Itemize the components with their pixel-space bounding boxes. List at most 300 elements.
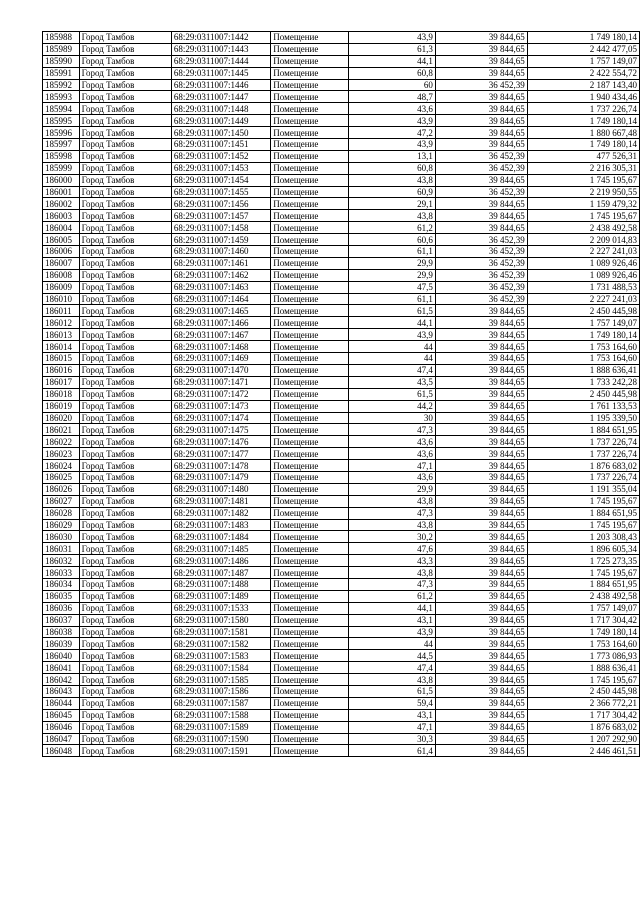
municipality-cell: Город Тамбов	[79, 674, 171, 686]
row-number-cell: 186048	[43, 745, 80, 757]
row-number-cell: 186040	[43, 650, 80, 662]
table-row	[43, 531, 640, 543]
municipality-cell: Город Тамбов	[79, 578, 171, 590]
area-cell: 47,1	[349, 460, 436, 472]
row-number-cell: 186044	[43, 697, 80, 709]
cadastral-number-cell: 68:29:0311007:1444	[171, 55, 270, 67]
object-type-cell: Помещение	[271, 222, 349, 234]
row-number-cell: 186024	[43, 460, 80, 472]
municipality-cell: Город Тамбов	[79, 709, 171, 721]
object-type-cell: Помещение	[271, 281, 349, 293]
cadastral-value-cell: 2 227 241,03	[527, 246, 639, 258]
cadastral-number-cell: 68:29:0311007:1590	[171, 733, 270, 745]
area-cell: 44	[349, 341, 436, 353]
area-cell: 61,4	[349, 745, 436, 757]
area-cell: 43,1	[349, 614, 436, 626]
row-number-cell: 186018	[43, 388, 80, 400]
area-cell: 43,9	[349, 115, 436, 127]
cadastral-value-cell: 1 737 226,74	[527, 471, 639, 483]
specific-value-cell: 39 844,65	[435, 733, 527, 745]
specific-value-cell: 39 844,65	[435, 531, 527, 543]
municipality-cell: Город Тамбов	[79, 531, 171, 543]
cadastral-number-cell: 68:29:0311007:1470	[171, 364, 270, 376]
municipality-cell: Город Тамбов	[79, 246, 171, 258]
row-number-cell: 186041	[43, 662, 80, 674]
row-number-cell: 186028	[43, 507, 80, 519]
municipality-cell: Город Тамбов	[79, 139, 171, 151]
specific-value-cell: 39 844,65	[435, 448, 527, 460]
table-row	[43, 67, 640, 79]
cadastral-value-cell: 2 422 554,72	[527, 67, 639, 79]
cadastral-number-cell: 68:29:0311007:1464	[171, 293, 270, 305]
cadastral-value-cell: 1 737 226,74	[527, 448, 639, 460]
cadastral-value-cell: 2 216 305,31	[527, 162, 639, 174]
specific-value-cell: 39 844,65	[435, 614, 527, 626]
cadastral-value-cell: 1 717 304,42	[527, 614, 639, 626]
table-row	[43, 186, 640, 198]
table-row	[43, 174, 640, 186]
cadastral-value-table	[42, 31, 640, 757]
cadastral-number-cell: 68:29:0311007:1442	[171, 32, 270, 44]
municipality-cell: Город Тамбов	[79, 400, 171, 412]
table-row	[43, 697, 640, 709]
area-cell: 30,3	[349, 733, 436, 745]
specific-value-cell: 39 844,65	[435, 709, 527, 721]
cadastral-value-cell: 2 366 772,21	[527, 697, 639, 709]
table-row	[43, 388, 640, 400]
row-number-cell: 186042	[43, 674, 80, 686]
cadastral-number-cell: 68:29:0311007:1451	[171, 139, 270, 151]
area-cell: 43,6	[349, 103, 436, 115]
cadastral-number-cell: 68:29:0311007:1482	[171, 507, 270, 519]
cadastral-number-cell: 68:29:0311007:1467	[171, 329, 270, 341]
cadastral-number-cell: 68:29:0311007:1445	[171, 67, 270, 79]
table-row	[43, 602, 640, 614]
specific-value-cell: 39 844,65	[435, 364, 527, 376]
row-number-cell: 186006	[43, 246, 80, 258]
municipality-cell: Город Тамбов	[79, 614, 171, 626]
cadastral-value-cell: 1 745 195,67	[527, 495, 639, 507]
object-type-cell: Помещение	[271, 234, 349, 246]
area-cell: 43,8	[349, 174, 436, 186]
cadastral-number-cell: 68:29:0311007:1480	[171, 483, 270, 495]
object-type-cell: Помещение	[271, 567, 349, 579]
table-body	[43, 32, 640, 757]
cadastral-value-cell: 1 884 651,95	[527, 578, 639, 590]
specific-value-cell: 39 844,65	[435, 626, 527, 638]
area-cell: 61,5	[349, 305, 436, 317]
table-row	[43, 674, 640, 686]
row-number-cell: 186019	[43, 400, 80, 412]
area-cell: 43,1	[349, 709, 436, 721]
area-cell: 43,5	[349, 376, 436, 388]
specific-value-cell: 39 844,65	[435, 471, 527, 483]
table-row	[43, 519, 640, 531]
specific-value-cell: 36 452,39	[435, 186, 527, 198]
municipality-cell: Город Тамбов	[79, 55, 171, 67]
cadastral-number-cell: 68:29:0311007:1447	[171, 91, 270, 103]
object-type-cell: Помещение	[271, 364, 349, 376]
specific-value-cell: 39 844,65	[435, 91, 527, 103]
table-row	[43, 103, 640, 115]
municipality-cell: Город Тамбов	[79, 590, 171, 602]
specific-value-cell: 36 452,39	[435, 281, 527, 293]
cadastral-value-cell: 2 438 492,58	[527, 590, 639, 602]
row-number-cell: 186009	[43, 281, 80, 293]
row-number-cell: 186023	[43, 448, 80, 460]
cadastral-value-cell: 1 737 226,74	[527, 436, 639, 448]
municipality-cell: Город Тамбов	[79, 293, 171, 305]
cadastral-value-cell: 1 773 086,93	[527, 650, 639, 662]
municipality-cell: Город Тамбов	[79, 602, 171, 614]
object-type-cell: Помещение	[271, 745, 349, 757]
row-number-cell: 186031	[43, 543, 80, 555]
object-type-cell: Помещение	[271, 341, 349, 353]
table-row	[43, 79, 640, 91]
row-number-cell: 186047	[43, 733, 80, 745]
specific-value-cell: 39 844,65	[435, 55, 527, 67]
cadastral-value-cell: 1 888 636,41	[527, 662, 639, 674]
cadastral-number-cell: 68:29:0311007:1465	[171, 305, 270, 317]
object-type-cell: Помещение	[271, 531, 349, 543]
specific-value-cell: 39 844,65	[435, 317, 527, 329]
table-row	[43, 376, 640, 388]
cadastral-number-cell: 68:29:0311007:1533	[171, 602, 270, 614]
table-row	[43, 341, 640, 353]
area-cell: 61,5	[349, 685, 436, 697]
specific-value-cell: 39 844,65	[435, 198, 527, 210]
table-row	[43, 460, 640, 472]
cadastral-number-cell: 68:29:0311007:1473	[171, 400, 270, 412]
table-row	[43, 448, 640, 460]
row-number-cell: 186020	[43, 412, 80, 424]
area-cell: 60,8	[349, 162, 436, 174]
table-row	[43, 709, 640, 721]
object-type-cell: Помещение	[271, 43, 349, 55]
table-row	[43, 471, 640, 483]
municipality-cell: Город Тамбов	[79, 210, 171, 222]
table-row	[43, 32, 640, 44]
cadastral-number-cell: 68:29:0311007:1584	[171, 662, 270, 674]
cadastral-value-cell: 1 749 180,14	[527, 115, 639, 127]
area-cell: 43,9	[349, 329, 436, 341]
area-cell: 43,8	[349, 495, 436, 507]
object-type-cell: Помещение	[271, 495, 349, 507]
municipality-cell: Город Тамбов	[79, 364, 171, 376]
cadastral-number-cell: 68:29:0311007:1580	[171, 614, 270, 626]
table-row	[43, 150, 640, 162]
municipality-cell: Город Тамбов	[79, 638, 171, 650]
specific-value-cell: 39 844,65	[435, 543, 527, 555]
object-type-cell: Помещение	[271, 733, 349, 745]
specific-value-cell: 39 844,65	[435, 388, 527, 400]
cadastral-value-cell: 2 442 477,05	[527, 43, 639, 55]
specific-value-cell: 39 844,65	[435, 341, 527, 353]
cadastral-number-cell: 68:29:0311007:1454	[171, 174, 270, 186]
table-row	[43, 127, 640, 139]
specific-value-cell: 39 844,65	[435, 43, 527, 55]
object-type-cell: Помещение	[271, 460, 349, 472]
area-cell: 47,3	[349, 578, 436, 590]
specific-value-cell: 39 844,65	[435, 127, 527, 139]
municipality-cell: Город Тамбов	[79, 234, 171, 246]
cadastral-value-cell: 1 207 292,90	[527, 733, 639, 745]
object-type-cell: Помещение	[271, 32, 349, 44]
object-type-cell: Помещение	[271, 186, 349, 198]
object-type-cell: Помещение	[271, 210, 349, 222]
cadastral-value-cell: 1 749 180,14	[527, 329, 639, 341]
cadastral-number-cell: 68:29:0311007:1485	[171, 543, 270, 555]
row-number-cell: 186029	[43, 519, 80, 531]
cadastral-value-cell: 1 203 308,43	[527, 531, 639, 543]
municipality-cell: Город Тамбов	[79, 305, 171, 317]
cadastral-value-cell: 1 884 651,95	[527, 424, 639, 436]
cadastral-number-cell: 68:29:0311007:1450	[171, 127, 270, 139]
table-row	[43, 293, 640, 305]
municipality-cell: Город Тамбов	[79, 519, 171, 531]
table-row	[43, 495, 640, 507]
object-type-cell: Помещение	[271, 519, 349, 531]
cadastral-number-cell: 68:29:0311007:1478	[171, 460, 270, 472]
object-type-cell: Помещение	[271, 650, 349, 662]
specific-value-cell: 39 844,65	[435, 495, 527, 507]
area-cell: 43,9	[349, 626, 436, 638]
area-cell: 13,1	[349, 150, 436, 162]
table-row	[43, 222, 640, 234]
specific-value-cell: 39 844,65	[435, 519, 527, 531]
cadastral-value-cell: 2 187 143,40	[527, 79, 639, 91]
specific-value-cell: 39 844,65	[435, 578, 527, 590]
specific-value-cell: 36 452,39	[435, 246, 527, 258]
municipality-cell: Город Тамбов	[79, 222, 171, 234]
specific-value-cell: 39 844,65	[435, 353, 527, 365]
area-cell: 61,5	[349, 388, 436, 400]
object-type-cell: Помещение	[271, 590, 349, 602]
municipality-cell: Город Тамбов	[79, 103, 171, 115]
area-cell: 43,3	[349, 555, 436, 567]
object-type-cell: Помещение	[271, 115, 349, 127]
row-number-cell: 186032	[43, 555, 80, 567]
municipality-cell: Город Тамбов	[79, 43, 171, 55]
municipality-cell: Город Тамбов	[79, 329, 171, 341]
municipality-cell: Город Тамбов	[79, 388, 171, 400]
object-type-cell: Помещение	[271, 127, 349, 139]
area-cell: 47,6	[349, 543, 436, 555]
municipality-cell: Город Тамбов	[79, 412, 171, 424]
municipality-cell: Город Тамбов	[79, 745, 171, 757]
specific-value-cell: 39 844,65	[435, 674, 527, 686]
area-cell: 44	[349, 353, 436, 365]
area-cell: 47,4	[349, 662, 436, 674]
row-number-cell: 186010	[43, 293, 80, 305]
cadastral-number-cell: 68:29:0311007:1476	[171, 436, 270, 448]
table-row	[43, 317, 640, 329]
specific-value-cell: 36 452,39	[435, 150, 527, 162]
table-row	[43, 198, 640, 210]
table-row	[43, 364, 640, 376]
specific-value-cell: 39 844,65	[435, 436, 527, 448]
cadastral-number-cell: 68:29:0311007:1484	[171, 531, 270, 543]
specific-value-cell: 39 844,65	[435, 329, 527, 341]
table-row	[43, 543, 640, 555]
municipality-cell: Город Тамбов	[79, 733, 171, 745]
area-cell: 61,1	[349, 246, 436, 258]
table-row	[43, 638, 640, 650]
table-row	[43, 626, 640, 638]
cadastral-number-cell: 68:29:0311007:1449	[171, 115, 270, 127]
cadastral-number-cell: 68:29:0311007:1461	[171, 257, 270, 269]
cadastral-value-cell: 2 446 461,51	[527, 745, 639, 757]
cadastral-value-cell: 1 876 683,02	[527, 460, 639, 472]
cadastral-number-cell: 68:29:0311007:1479	[171, 471, 270, 483]
cadastral-value-cell: 1 745 195,67	[527, 674, 639, 686]
cadastral-number-cell: 68:29:0311007:1460	[171, 246, 270, 258]
cadastral-number-cell: 68:29:0311007:1456	[171, 198, 270, 210]
object-type-cell: Помещение	[271, 412, 349, 424]
cadastral-number-cell: 68:29:0311007:1443	[171, 43, 270, 55]
municipality-cell: Город Тамбов	[79, 353, 171, 365]
cadastral-number-cell: 68:29:0311007:1446	[171, 79, 270, 91]
area-cell: 47,2	[349, 127, 436, 139]
cadastral-number-cell: 68:29:0311007:1466	[171, 317, 270, 329]
table-row	[43, 733, 640, 745]
table-row	[43, 590, 640, 602]
area-cell: 44,1	[349, 317, 436, 329]
area-cell: 29,9	[349, 257, 436, 269]
municipality-cell: Город Тамбов	[79, 115, 171, 127]
municipality-cell: Город Тамбов	[79, 198, 171, 210]
cadastral-value-cell: 2 450 445,98	[527, 685, 639, 697]
object-type-cell: Помещение	[271, 79, 349, 91]
specific-value-cell: 39 844,65	[435, 507, 527, 519]
object-type-cell: Помещение	[271, 400, 349, 412]
specific-value-cell: 39 844,65	[435, 222, 527, 234]
area-cell: 47,3	[349, 507, 436, 519]
cadastral-value-cell: 1 717 304,42	[527, 709, 639, 721]
municipality-cell: Город Тамбов	[79, 269, 171, 281]
municipality-cell: Город Тамбов	[79, 471, 171, 483]
row-number-cell: 185995	[43, 115, 80, 127]
cadastral-value-cell: 2 450 445,98	[527, 388, 639, 400]
cadastral-value-cell: 2 450 445,98	[527, 305, 639, 317]
cadastral-value-cell: 1 884 651,95	[527, 507, 639, 519]
cadastral-number-cell: 68:29:0311007:1483	[171, 519, 270, 531]
object-type-cell: Помещение	[271, 103, 349, 115]
table-row	[43, 115, 640, 127]
specific-value-cell: 39 844,65	[435, 590, 527, 602]
specific-value-cell: 39 844,65	[435, 721, 527, 733]
object-type-cell: Помещение	[271, 246, 349, 258]
cadastral-number-cell: 68:29:0311007:1591	[171, 745, 270, 757]
municipality-cell: Город Тамбов	[79, 150, 171, 162]
table-row	[43, 329, 640, 341]
table-row	[43, 246, 640, 258]
municipality-cell: Город Тамбов	[79, 685, 171, 697]
cadastral-value-cell: 1 749 180,14	[527, 139, 639, 151]
row-number-cell: 186022	[43, 436, 80, 448]
cadastral-number-cell: 68:29:0311007:1488	[171, 578, 270, 590]
object-type-cell: Помещение	[271, 424, 349, 436]
area-cell: 60,8	[349, 67, 436, 79]
row-number-cell: 186026	[43, 483, 80, 495]
area-cell: 29,9	[349, 483, 436, 495]
cadastral-value-cell: 1 745 195,67	[527, 567, 639, 579]
cadastral-value-cell: 1 089 926,46	[527, 257, 639, 269]
cadastral-number-cell: 68:29:0311007:1583	[171, 650, 270, 662]
table-row	[43, 55, 640, 67]
cadastral-value-cell: 1 195 339,50	[527, 412, 639, 424]
area-cell: 43,6	[349, 471, 436, 483]
area-cell: 44,5	[349, 650, 436, 662]
specific-value-cell: 39 844,65	[435, 32, 527, 44]
cadastral-number-cell: 68:29:0311007:1487	[171, 567, 270, 579]
row-number-cell: 186014	[43, 341, 80, 353]
specific-value-cell: 39 844,65	[435, 638, 527, 650]
row-number-cell: 185993	[43, 91, 80, 103]
area-cell: 61,3	[349, 43, 436, 55]
area-cell: 29,9	[349, 269, 436, 281]
municipality-cell: Город Тамбов	[79, 67, 171, 79]
table-row	[43, 721, 640, 733]
area-cell: 43,6	[349, 436, 436, 448]
row-number-cell: 186008	[43, 269, 80, 281]
table-row	[43, 162, 640, 174]
area-cell: 44,1	[349, 55, 436, 67]
area-cell: 44	[349, 638, 436, 650]
object-type-cell: Помещение	[271, 674, 349, 686]
specific-value-cell: 39 844,65	[435, 483, 527, 495]
specific-value-cell: 36 452,39	[435, 257, 527, 269]
municipality-cell: Город Тамбов	[79, 507, 171, 519]
row-number-cell: 185999	[43, 162, 80, 174]
cadastral-number-cell: 68:29:0311007:1589	[171, 721, 270, 733]
row-number-cell: 185988	[43, 32, 80, 44]
cadastral-value-cell: 2 227 241,03	[527, 293, 639, 305]
area-cell: 29,1	[349, 198, 436, 210]
table-row	[43, 578, 640, 590]
area-cell: 43,9	[349, 139, 436, 151]
object-type-cell: Помещение	[271, 448, 349, 460]
cadastral-value-cell: 1 737 226,74	[527, 103, 639, 115]
municipality-cell: Город Тамбов	[79, 127, 171, 139]
cadastral-number-cell: 68:29:0311007:1458	[171, 222, 270, 234]
object-type-cell: Помещение	[271, 269, 349, 281]
cadastral-number-cell: 68:29:0311007:1582	[171, 638, 270, 650]
row-number-cell: 186034	[43, 578, 80, 590]
row-number-cell: 186025	[43, 471, 80, 483]
object-type-cell: Помещение	[271, 317, 349, 329]
object-type-cell: Помещение	[271, 578, 349, 590]
table-row	[43, 483, 640, 495]
row-number-cell: 186021	[43, 424, 80, 436]
object-type-cell: Помещение	[271, 709, 349, 721]
object-type-cell: Помещение	[271, 139, 349, 151]
object-type-cell: Помещение	[271, 162, 349, 174]
row-number-cell: 185992	[43, 79, 80, 91]
table-row	[43, 685, 640, 697]
cadastral-number-cell: 68:29:0311007:1581	[171, 626, 270, 638]
cadastral-value-cell: 1 753 164,60	[527, 353, 639, 365]
object-type-cell: Помещение	[271, 329, 349, 341]
municipality-cell: Город Тамбов	[79, 662, 171, 674]
object-type-cell: Помещение	[271, 555, 349, 567]
object-type-cell: Помещение	[271, 293, 349, 305]
row-number-cell: 185994	[43, 103, 80, 115]
area-cell: 47,1	[349, 721, 436, 733]
table-row	[43, 139, 640, 151]
municipality-cell: Город Тамбов	[79, 79, 171, 91]
row-number-cell: 186038	[43, 626, 80, 638]
